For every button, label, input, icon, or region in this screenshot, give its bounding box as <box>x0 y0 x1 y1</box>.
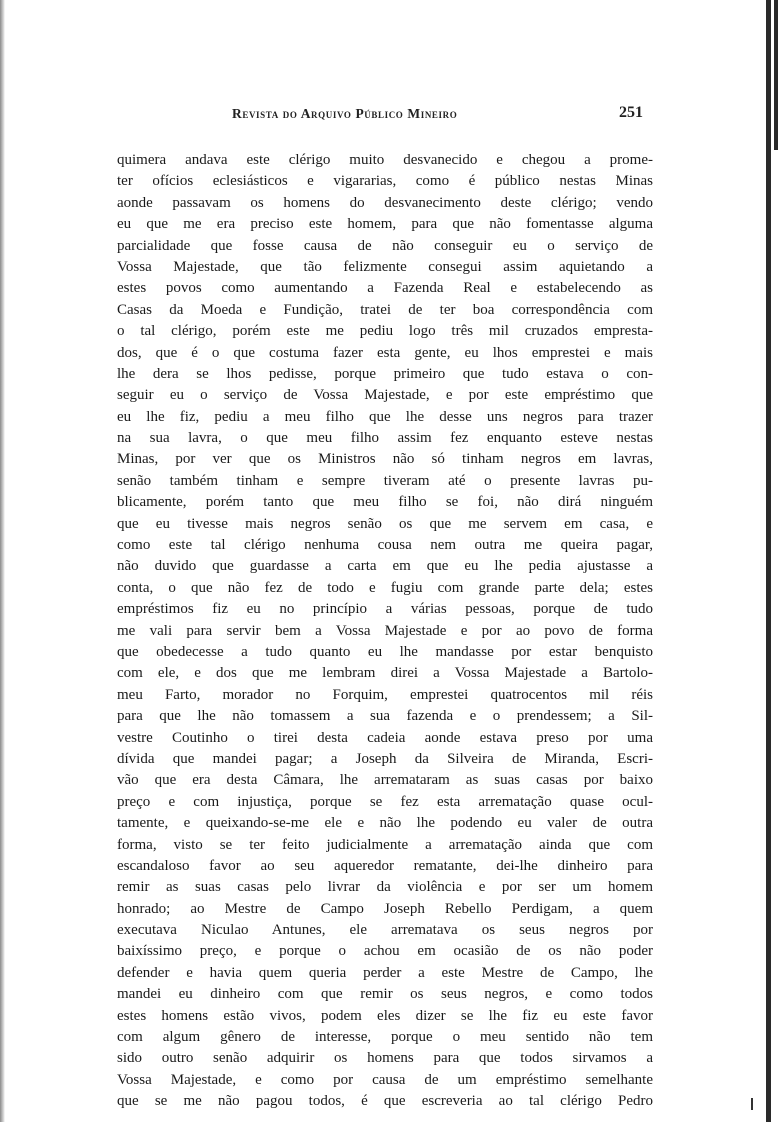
text-line: Vossa Majestade, que tão felizmente consegui assim aquietando a <box>117 258 653 275</box>
text-line: escandaloso favor ao seu aqueredor rematante, dei-lhe dinheiro para <box>117 857 653 874</box>
text-line: conta, o que não fez de todo e fugiu com grande parte dela; estes <box>117 579 653 596</box>
text-line: mandei eu dinheiro com que remir os seus negros, e como todos <box>117 986 653 1003</box>
text-line: executava Niculao Antunes, ele arrematava os seus negros por <box>117 922 653 939</box>
text-line: eu lhe fiz, pediu a meu filho que lhe desse uns negros para trazer <box>117 408 653 425</box>
text-line: senão também tinham e sempre tiveram até o presente lavras pu- <box>117 472 653 489</box>
text-line: para que lhe não tomassem a sua fazenda e o prendessem; a Sil- <box>117 708 653 725</box>
text-line: empréstimos fiz eu no princípio a várias pessoas, porque de tudo <box>117 601 653 618</box>
text-line: me vali para servir bem a Vossa Majestade e por ao povo de forma <box>117 622 653 639</box>
text-line: baixíssimo preço, e porque o achou em ocasião de os não poder <box>117 943 653 960</box>
body-text <box>117 150 653 1113</box>
text-line: Vossa Majestade, e como por causa de um empréstimo semelhante <box>117 1071 653 1088</box>
text-line: seguir eu o serviço de Vossa Majestade, e por este empréstimo que <box>117 387 653 404</box>
text-line: como este tal clérigo nenhuma cousa nem outra me queira pagar, <box>117 537 653 554</box>
text-line: o tal clérigo, porém este me pediu logo três mil cruzados empresta- <box>117 323 653 340</box>
text-line: Casas da Moeda e Fundição, tratei de ter boa correspondência com <box>117 301 653 318</box>
text-line: honrado; ao Mestre de Campo Joseph Rebello Perdigam, a quem <box>117 900 653 917</box>
text-line: meu Farto, morador no Forquim, emprestei quatrocentos mil réis <box>117 686 653 703</box>
text-line: com ele, e dos que me lembram direi a Vossa Majestade a Bartolo- <box>117 665 653 682</box>
text-line: ter ofícios eclesiásticos e vigararias, como é público nestas Minas <box>117 173 653 190</box>
text-line: Minas, por ver que os Ministros não só tinham negros em lavras, <box>117 451 653 468</box>
text-line: que se me não pagou todos, é que escreveria ao tal clérigo Pedro <box>117 1093 653 1110</box>
text-line: sido outro senão adquirir os homens para que todos sirvamos a <box>117 1050 653 1067</box>
text-line: lhe dera se lhos pedisse, porque primeiro que tudo estava o con- <box>117 365 653 382</box>
text-line: eu que me era preciso este homem, para que não fomentasse alguma <box>117 216 653 233</box>
text-line: dos, que é o que costuma fazer esta gente, eu lhos emprestei e mais <box>117 344 653 361</box>
text-line: quimera andava este clérigo muito desvanecido e chegou a prome- <box>117 152 653 168</box>
text-line: blicamente, porém tanto que meu filho se foi, não dirá ninguém <box>117 494 653 511</box>
scan-right-edge <box>766 0 778 1122</box>
text-line: tamente, e queixando-se-me ele e não lhe podendo eu valer de outra <box>117 815 653 832</box>
text-line: que eu tivesse mais negros senão os que me servem em casa, e <box>117 515 653 532</box>
running-title: Revista do Arquivo Público Mineiro <box>232 106 458 121</box>
text-line: na sua lavra, o que meu filho assim fez enquanto esteve nestas <box>117 430 653 447</box>
text-line: parcialidade que fosse causa de não conseguir eu o serviço de <box>117 237 653 254</box>
scan-left-edge <box>0 0 5 1122</box>
text-line: estes homens estão vivos, podem eles dizer se lhe fiz eu este favor <box>117 1007 653 1024</box>
text-line: dívida que mandei pagar; a Joseph da Silveira de Miranda, Escri- <box>117 750 653 767</box>
text-line: que obedecesse a tudo quanto eu lhe mandasse por estar benquisto <box>117 643 653 660</box>
text-line: defender e havia quem queria perder a este Mestre de Campo, lhe <box>117 964 653 981</box>
text-line: vão que era desta Câmara, lhe arremataram as suas casas por baixo <box>117 772 653 789</box>
text-line: com algum gênero de interesse, porque o meu sentido não tem <box>117 1029 653 1046</box>
text-line: forma, visto se ter feito judicialmente a arrematação ainda que com <box>117 836 653 853</box>
text-line: não duvido que guardasse a carta em que eu lhe pedia ajustasse a <box>117 558 653 575</box>
text-line: aonde passavam os homens do desvanecimento deste clérigo; vendo <box>117 194 653 211</box>
scan-mark <box>751 1098 753 1110</box>
text-line: remir as suas casas pelo livrar da violência e por ser um homem <box>117 879 653 896</box>
text-line: estes povos como aumentando a Fazenda Real e estabelecendo as <box>117 280 653 297</box>
text-line: vestre Coutinho o tirei desta cadeia aonde estava preso por uma <box>117 729 653 746</box>
text-line: preço e com injustiça, porque se fez esta arrematação quase ocul- <box>117 793 653 810</box>
page-number: 251 <box>619 104 643 121</box>
